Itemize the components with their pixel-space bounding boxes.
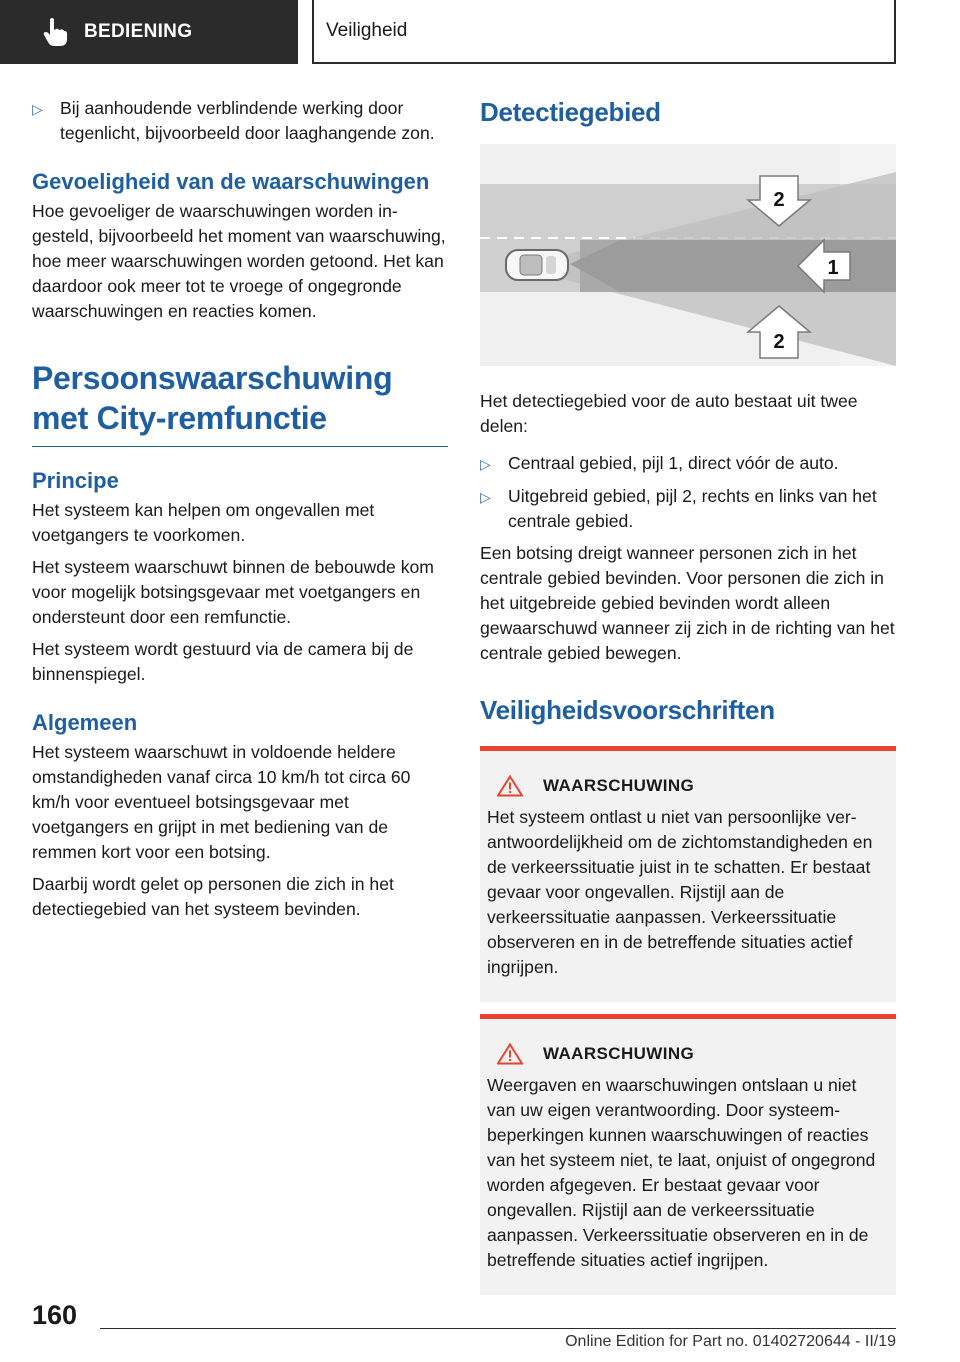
warning-box: [480, 746, 896, 1002]
warning-title: WAARSCHUWING: [543, 1044, 695, 1063]
paragraph-sensitivity: Hoe gevoeliger de waarschuwingen worden ingesteld, bijvoorbeeld het moment van waarschuwing, hoe meer waarschuwingen worden getoond. Het kan daardoor ook meer tot te vroege of ongegronde waarschuwingen en reacties komen.: [32, 201, 446, 321]
left-column: [32, 96, 448, 929]
paragraph-detection: Het detectiegebied voor de auto bestaat uit twee delen:: [480, 391, 858, 436]
list-item: [480, 451, 896, 477]
paragraph-collision: Een botsing dreigt wanneer personen zich in het centrale gebied bevinden. Voor personen die zich in het uitgebreide gebied bevinden wordt alleen gewaarschuwd wanneer zij zich in de richting van het centrale gebied bewegen.: [480, 543, 895, 663]
heading-detection: Detectiegebied: [480, 97, 661, 127]
paragraph-general-2: Daarbij wordt gelet op personen die zich in het detectiegebied van het systeem bevinden.: [32, 874, 394, 919]
right-column: [480, 96, 896, 1307]
paragraph-principle-2: Het systeem waarschuwt binnen de bebouwde kom voor mogelijk botsingsgevaar met voetgangers en ondersteunt door een remfunctie.: [32, 557, 434, 627]
warning-triangle-icon: [497, 775, 523, 797]
triangle-bullet-icon: ▷: [32, 101, 43, 117]
paragraph-general-1: Het systeem waarschuwt in voldoende heldere omstandigheden vanaf circa 10 km/h tot circa 60 km/h voor eventueel botsingsgevaar met voetgangers en grijpt in met bediening van de remmen kort voor een botsing.: [32, 742, 411, 862]
list-item: [32, 96, 448, 146]
car-icon: [506, 250, 568, 280]
hand-pointer-icon: [42, 17, 68, 47]
arrow-bottom-label: 2: [773, 331, 785, 353]
warning-header: [487, 1043, 888, 1065]
triangle-bullet-icon: ▷: [480, 456, 491, 472]
section-title: Veiligheid: [312, 0, 896, 64]
arrow-center-label: 1: [827, 257, 839, 279]
heading-safety: Veiligheidsvoorschriften: [480, 695, 775, 725]
warning-box: [480, 1014, 896, 1295]
list-item: [480, 484, 896, 534]
page-number: 160: [32, 1300, 78, 1330]
edition-note: Online Edition for Part no. 01402720644 - II/19: [565, 1333, 896, 1350]
heading-principle: Principe: [32, 468, 119, 493]
warning-text: Weergaven en waarschuwingen ontslaan u niet van uw eigen verantwoording. Door systeembeperkingen kunnen waarschuwingen of reacties van het systeem niet, te laat, onjuist of ongegrond worden afgegeven. Er bestaat gevaar voor ongevallen. Rijstijl aan de verkeerssituatie aanpassen. Verkeerssituatie observeren en in de betreffende situaties actief ingrijpen.: [487, 1075, 876, 1270]
triangle-bullet-icon: ▷: [480, 489, 491, 505]
paragraph-principle-1: Het systeem kan helpen om ongevallen met voetgangers te voorkomen.: [32, 500, 375, 545]
heading-main: Persoonswaarschuwing met City-remfunctie: [32, 358, 448, 447]
list-item-text: Centraal gebied, pijl 1, direct vóór de auto.: [508, 453, 839, 473]
warning-triangle-icon: [497, 1043, 523, 1065]
chapter-tab: [0, 0, 298, 64]
detection-area-figure: [480, 144, 896, 366]
list-item-text: Uitgebreid gebied, pijl 2, rechts en links van het centrale gebied.: [508, 486, 877, 531]
footer-divider: [100, 1328, 896, 1329]
chapter-title: BEDIENING: [84, 21, 193, 42]
warning-header: [487, 775, 888, 797]
warning-title: WAARSCHUWING: [543, 776, 695, 795]
heading-sensitivity: Gevoeligheid van de waarschuwingen: [32, 169, 430, 194]
warning-text: Het systeem ontlast u niet van persoonlijke verantwoordelijkheid om de zichtomstandigheden en de verkeerssituatie juist in te schatten. Er bestaat gevaar voor ongevallen. Rijstijl aan de verkeerssituatie aanpassen. Verkeerssituatie observeren en in de betreffende situaties actief ingrijpen.: [487, 807, 873, 977]
paragraph-principle-3: Het systeem wordt gestuurd via de camera bij de binnenspiegel.: [32, 639, 414, 684]
arrow-top-label: 2: [773, 189, 785, 211]
heading-general: Algemeen: [32, 710, 138, 735]
list-item-text: Bij aanhoudende verblindende werking door tegenlicht, bijvoorbeeld door laaghangende zon.: [60, 98, 435, 143]
